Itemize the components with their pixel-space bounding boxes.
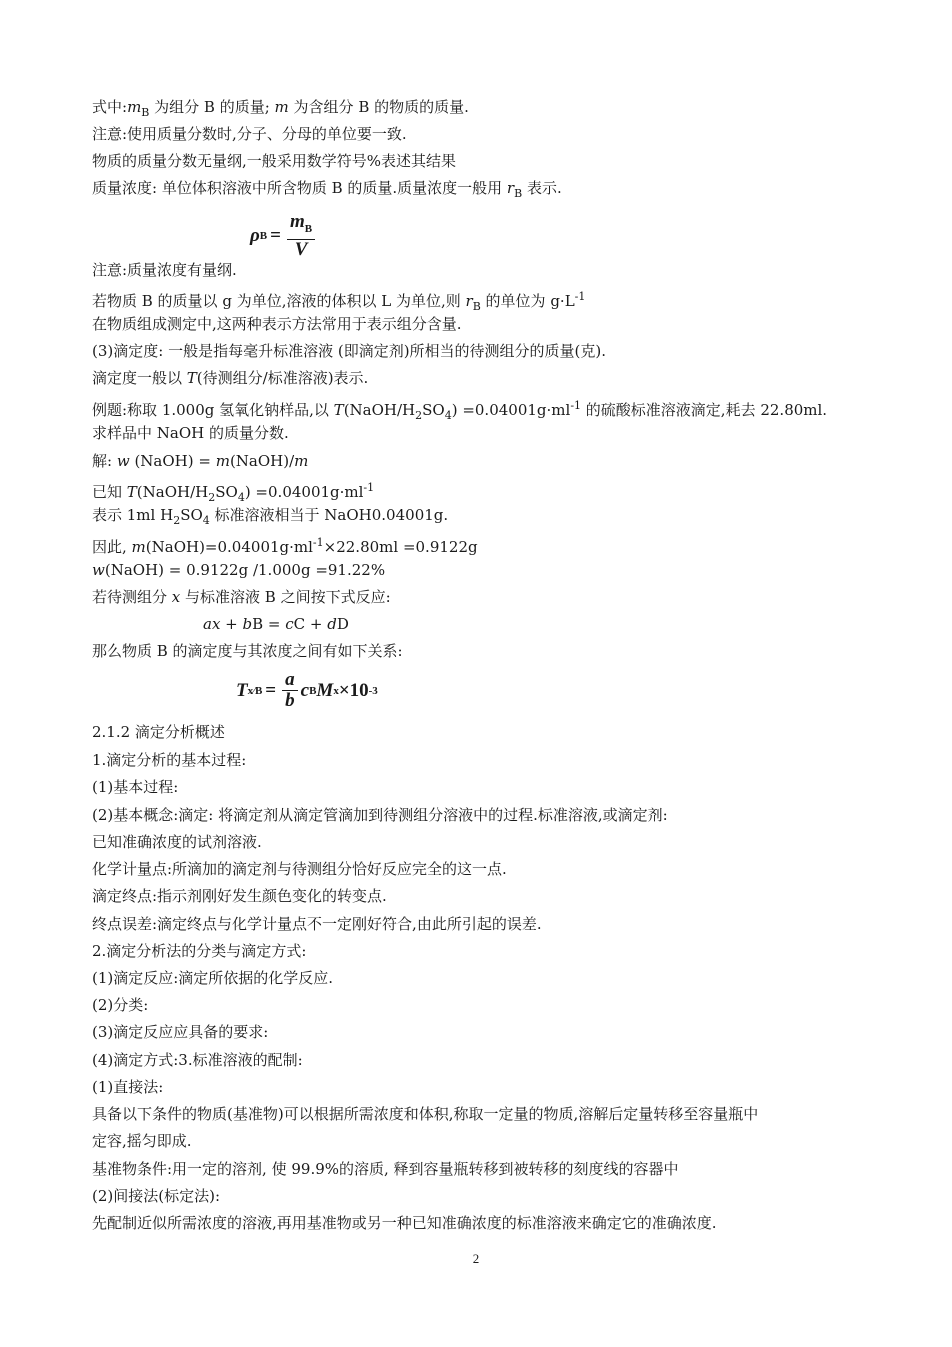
- text-line: (4)滴定方式:3.标准溶液的配制:: [92, 1051, 303, 1069]
- text-line: 2.滴定分析法的分类与滴定方式:: [92, 942, 307, 960]
- text-line: 滴定度一般以 T(待测组分/标准溶液)表示.: [92, 369, 369, 387]
- text-line: 解: w (NaOH) = m(NaOH)/m: [92, 452, 309, 470]
- text-line: (1)基本过程:: [92, 778, 179, 796]
- text-line: 1.滴定分析的基本过程:: [92, 751, 247, 769]
- text-line: 终点误差:滴定终点与化学计量点不一定刚好符合,由此所引起的误差.: [92, 915, 542, 933]
- page-number: 2: [472, 1251, 480, 1266]
- text-line: 求样品中 NaOH 的质量分数.: [92, 424, 289, 442]
- text-line: 物质的质量分数无量纲,一般采用数学符号%表述其结果: [92, 152, 457, 170]
- text-line: (2)间接法(标定法):: [92, 1187, 221, 1205]
- fraction: $\frac{a}{b}$: [282, 670, 298, 711]
- text-line: (2)分类:: [92, 996, 149, 1014]
- titer-formula: T x⁄B = $\frac{a}{b}$ c B M x ×10 -3: [236, 669, 378, 711]
- text-line: 已知准确浓度的试剂溶液.: [92, 833, 262, 851]
- text-line: 式中$:m_B$ 为组分 B 的质量; m 为含组分 B 的物质的质量.: [92, 98, 469, 119]
- fraction: $\frac{m_B}{V}$: [287, 212, 315, 260]
- text-line: 滴定终点:指示剂刚好发生颜色变化的转变点.: [92, 887, 387, 905]
- text-line: 那么物质 B 的滴定度与其浓度之间有如下关系:: [92, 642, 403, 660]
- text-line: 例题:称取 1.000g 氢氧化钠样品,以 $T(NaOH/H_2SO_4) =0.04001g\cdot ml^{-1}$ 的硫酸标准溶液滴定,耗去 22.80ml.: [92, 399, 828, 422]
- text-line: 若待测组分 x 与标准溶液 B 之间按下式反应:: [92, 588, 391, 606]
- text-line: 基准物条件:用一定的溶剂, 使 99.9%的溶质, 释到容量瓶转移到被转移的刻度线的容器中: [92, 1160, 679, 1178]
- text-line: 注意:质量浓度有量纲.: [92, 261, 237, 279]
- text-line: 已知 $T(NaOH/H_2SO_4) =0.04001g\cdot ml^{-1}$: [92, 481, 375, 504]
- text-line: 因此, $m(NaOH)=0.04001g\cdot ml^{-1}\times 22.80ml =0.9122g$: [92, 536, 478, 556]
- text-line: (2)基本概念:滴定: 将滴定剂从滴定管滴加到待测组分溶液中的过程.标准溶液,或滴定剂:: [92, 806, 668, 824]
- text-line: 先配制近似所需浓度的溶液,再用基准物或另一种已知准确浓度的标准溶液来确定它的准确浓度.: [92, 1214, 717, 1232]
- text-line: (1)直接法:: [92, 1078, 164, 1096]
- text-line: 化学计量点:所滴加的滴定剂与待测组分恰好反应完全的这一点.: [92, 860, 507, 878]
- section-heading: 2.1.2 滴定分析概述: [92, 723, 225, 741]
- text-line: 定容,摇匀即成.: [92, 1132, 192, 1150]
- text-line: 注意:使用质量分数时,分子、分母的单位要一致.: [92, 125, 407, 143]
- text-line: (1)滴定反应:滴定所依据的化学反应.: [92, 969, 334, 987]
- reaction-equation: ax + bB = cC + dD: [203, 615, 349, 633]
- text-line: 若物质 B 的质量以 g 为单位,溶液的体积以 L 为单位,则 $r_B$ 的单位为 $g\cdot L^{-1}$: [92, 290, 586, 313]
- text-line: 质量浓度: 单位体积溶液中所含物质 B 的质量.质量浓度一般用 $r_B$ 表示.: [92, 179, 562, 200]
- text-line: (3)滴定反应应具备的要求:: [92, 1023, 269, 1041]
- text-line: (3)滴定度: 一般是指每毫升标准溶液 (即滴定剂)所相当的待测组分的质量(克).: [92, 342, 607, 360]
- text-line: 表示 1ml $H_2SO_4$ 标准溶液相当于 NaOH0.04001g.: [92, 506, 449, 527]
- text-line: w(NaOH) = 0.9122g /1.000g =91.22%: [92, 561, 386, 579]
- mass-concentration-formula: ρ B = $\frac{m_B}{V}$: [250, 212, 318, 260]
- text-line: 具备以下条件的物质(基准物)可以根据所需浓度和体积,称取一定量的物质,溶解后定量转移至容量瓶中: [92, 1105, 759, 1123]
- text-line: 在物质组成测定中,这两种表示方法常用于表示组分含量.: [92, 315, 462, 333]
